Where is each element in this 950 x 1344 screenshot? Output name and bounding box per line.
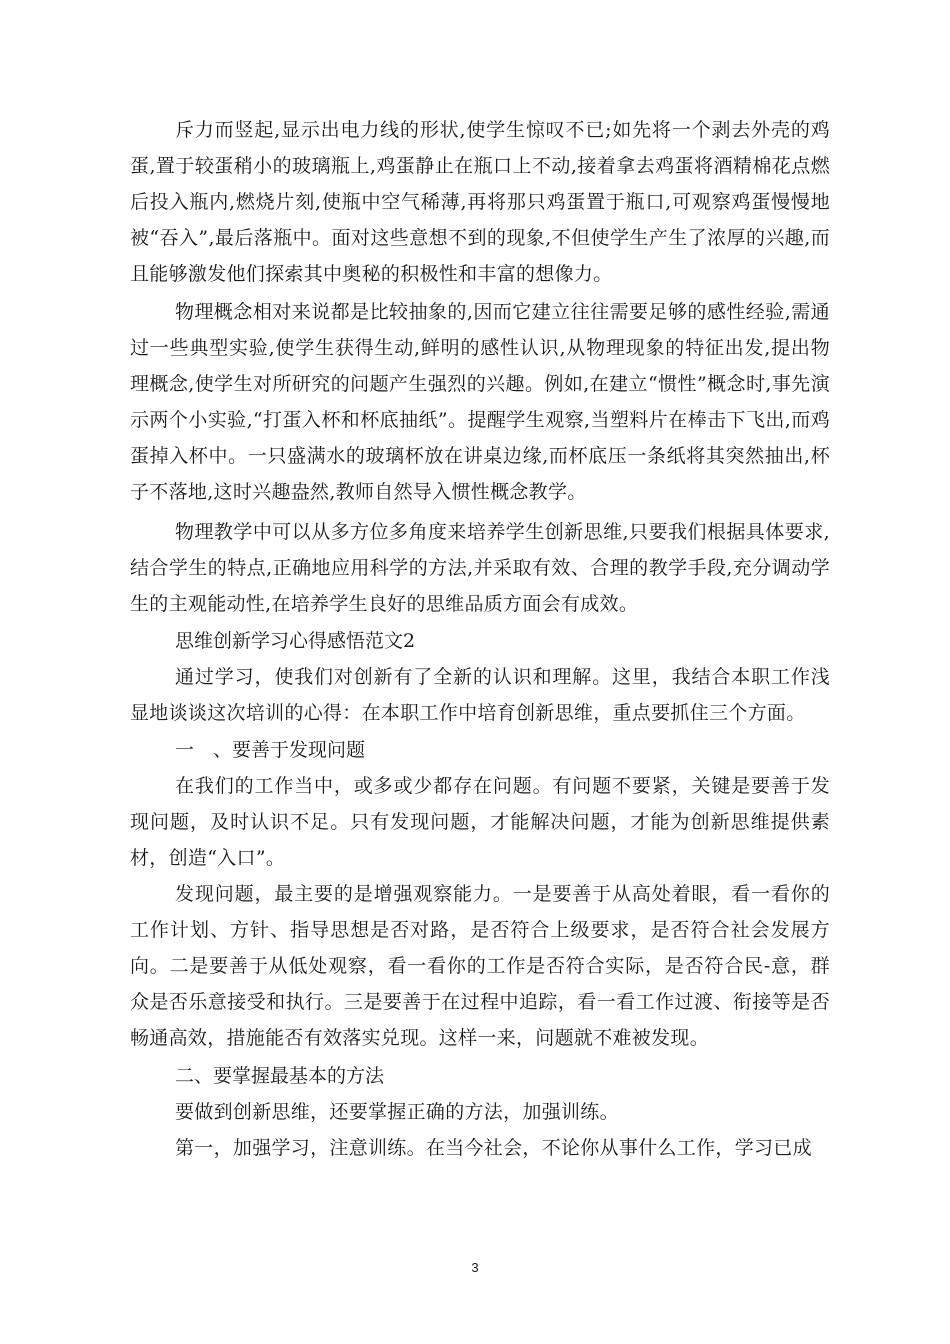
- paragraph-study: 第一，加强学习，注意训练。在当今社会，不论你从事什么工作，学习已成: [175, 1137, 812, 1159]
- heading-basic-methods: 二、要掌握最基本的方法: [175, 1065, 385, 1087]
- page-number: 3: [471, 1260, 479, 1275]
- paragraph-observation: 发现问题，最主要的是增强观察能力。一是要善于从高处着眼，看一看你的工作计划、方针、指导思想是否对路，是否符合上级要求，是否符合社会发展方向。二是要善于从低处观察，看一看你的工作是否符合实际，是否符合民-意，群众是否乐意接受和执行。三是要善于在过程中追踪，看一看工作过渡、衔接等是否畅通高效，措施能否有效落实兑现。这样一来，问题就不难被发现。: [130, 883, 830, 1049]
- heading-discover-problems: 一 、要善于发现问题: [175, 739, 366, 761]
- paragraph-creative-thinking: 物理教学中可以从多方位多角度来培养学生创新思维,只要我们根据具体要求,结合学生的特点,正确地应用科学的方法,并采取有效、合理的教学手段,充分调动学生的主观能动性,在培养学生良好的思维品质方面会有成效。: [130, 521, 830, 615]
- paragraph-intro: 通过学习，使我们对创新有了全新的认识和理解。这里，我结合本职工作浅显地谈谈这次培训的心得：在本职工作中培育创新思维，重点要抓住三个方面。: [130, 666, 830, 724]
- paragraph-physics-concept: 物理概念相对来说都是比较抽象的,因而它建立往往需要足够的感性经验,需通过一些典型实验,使学生获得生动,鲜明的感性认识,从物理现象的特征出发,提出物理概念,使学生对所研究的问题产生强烈的兴趣。例如,在建立“惯性”概念时,事先演示两个小实验,“打蛋入杯和杯底抽纸”。提醒学生观察,当塑料片在棒击下飞出,而鸡蛋掉入杯中。一只盛满水的玻璃杯放在讲桌边缘,而杯底压一条纸将其突然抽出,杯子不落地,这时兴趣盎然,教师自然导入惯性概念教学。: [130, 301, 830, 503]
- paragraph-egg-experiment: 斥力而竖起,显示出电力线的形状,使学生惊叹不已;如先将一个剥去外壳的鸡蛋,置于较蛋稍小的玻璃瓶上,鸡蛋静止在瓶口上不动,接着拿去鸡蛋将酒精棉花点燃后投入瓶内,燃烧片刻,使瓶中空气稀薄,再将那只鸡蛋置于瓶口,可观察鸡蛋慢慢地被“吞入”,最后落瓶中。面对这些意想不到的现象,不但使学生产生了浓厚的兴趣,而且能够激发他们探索其中奥秘的积极性和丰富的想像力。: [130, 119, 830, 285]
- section-title: 思维创新学习心得感悟范文2: [175, 630, 416, 652]
- paragraph-methods: 要做到创新思维，还要掌握正确的方法，加强训练。: [175, 1101, 619, 1123]
- paragraph-problems: 在我们的工作当中，或多或少都存在问题。有问题不要紧，关键是要善于发现问题，及时认识不足。只有发现问题，才能解决问题，才能为创新思维提供素材，创造“入口”。: [130, 775, 830, 869]
